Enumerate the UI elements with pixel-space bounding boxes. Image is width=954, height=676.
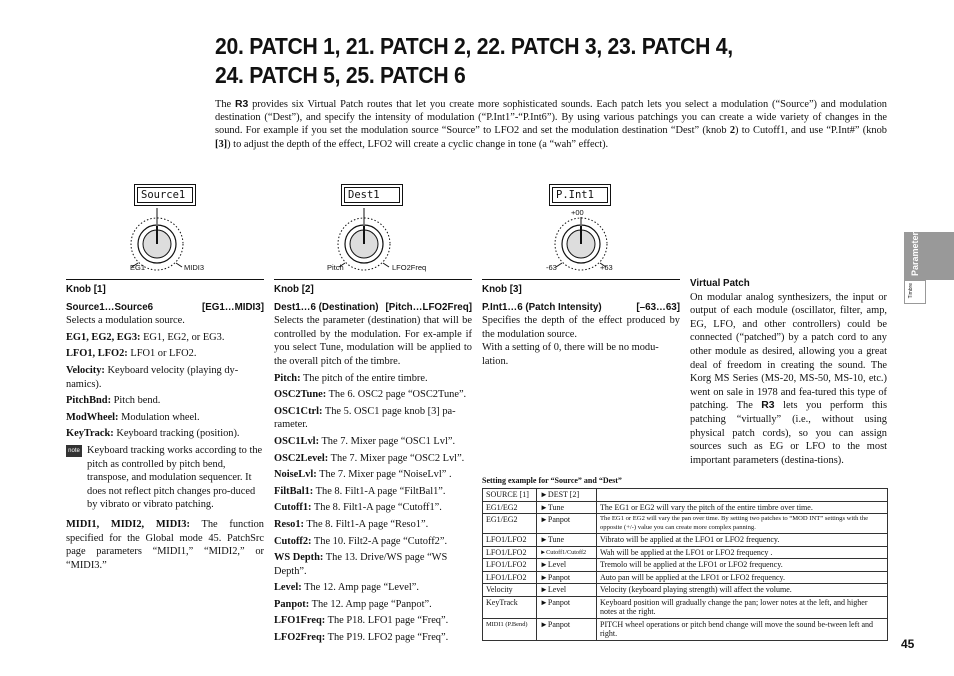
table-header-row: SOURCE [1] ►DEST [2] <box>483 489 888 502</box>
knob-1-min-label: EG1 <box>130 263 146 272</box>
note-block <box>66 444 264 512</box>
knob-2-max-label: LFO2Freq <box>392 263 427 272</box>
parameters-tab: Parameters <box>904 232 954 280</box>
dest-item: WS Depth: The 13. Drive/WS page “WS Depth”. <box>274 552 448 577</box>
table-row: LFO1/LFO2 ►Level Tremolo will be applied at the LFO1 or LFO2 frequency. <box>483 559 888 572</box>
midi-item: MIDI1, MIDI2, MIDI3: The function specified for the Global mode 45. PatchSrc page parameters “MIDI1,” “MIDI2,” or “MIDI3.” <box>66 518 264 571</box>
knob-3-min-label: -63 <box>546 263 557 272</box>
table-row: Velocity ►Level Velocity (keyboard playing strength) will affect the volume. <box>483 584 888 597</box>
page-number: 45 <box>901 637 915 651</box>
dest-item: FiltBal1: The 8. Filt1-A page “FiltBal1”. <box>274 485 446 497</box>
r3-logo: R3 <box>234 99 249 110</box>
dest-item: OSC1Lvl: The 7. Mixer page “OSC1 Lvl”. <box>274 435 456 447</box>
source-desc: Selects a modulation source. <box>66 315 185 327</box>
pint-desc: Specifies the depth of the effect produced by the modulation source. <box>482 315 680 340</box>
source-item: ModWheel: Modulation wheel. <box>66 411 200 423</box>
timbre-tab: Timbre <box>904 280 926 304</box>
knob-3-center-label: +00 <box>571 208 584 217</box>
dest-item: Cutoff2: The 10. Filt2-A page “Cutoff2”. <box>274 535 448 547</box>
knob-2-heading: Knob [2] <box>274 284 314 295</box>
virtual-patch-column <box>690 277 887 467</box>
dest-item: Cutoff1: The 8. Filt1-A page “Cutoff1”. <box>274 502 442 514</box>
pint-desc-2: With a setting of 0, there will be no modu-lation. <box>482 342 659 367</box>
virtual-patch-body: On modular analog synthesizers, the input or output of each module (oscillator, filter, amp, EG, LFO, and other controllers) could be connected (“patched”) by a patch cord to any other module as desired, allowing you a great deal of freedom in creating the sound. The Korg MS Series (MS-20, MS-50, MS-10, etc.) went on sale in 1978 and fea-tured this type of patching. The R3 lets you perform this patching “virtually” (i.e., without using physical patch cords), so you can assign sources such as EG or LFO to the most important parameters (destina-tions). <box>690 291 887 466</box>
dest-desc: Selects the parameter (destination) that will be controlled by the modulation. For ex-ample if you select Tune, modulation will be applied to the overall pitch of the timbre. <box>274 315 472 367</box>
source-item: PitchBnd: Pitch bend. <box>66 395 161 407</box>
dest-item: Reso1: The 8. Filt1-A page “Reso1”. <box>274 518 429 530</box>
setting-example-table <box>482 488 888 641</box>
dest-item: Level: The 12. Amp page “Level”. <box>274 582 419 594</box>
dest-item: OSC1Ctrl: The 5. OSC1 page knob [3] pa-rameter. <box>274 405 456 431</box>
table-row: KeyTrack ►Panpot Keyboard position will gradually change the pan; lower notes at the left, and higher notes at the right. <box>483 596 888 618</box>
knob-2-column <box>274 283 472 648</box>
r3-logo: R3 <box>761 400 775 412</box>
pint-param-row: P.Int1…6 (Patch Intensity) [–63…63] <box>482 301 680 313</box>
source-item: Velocity: Keyboard velocity (playing dy-namics). <box>66 364 239 390</box>
table-row: EG1/EG2 ►Panpot The EG1 or EG2 will vary the pan over time. By setting two patches to “MOD INT” settings with the opposite (+/-) value you can create more complex panning. <box>483 514 888 534</box>
dest-item: Panpot: The 12. Amp page “Panpot”. <box>274 598 432 610</box>
table-row: LFO1/LFO2 ►Panpot Auto pan will be applied at the LFO1 or LFO2 frequency. <box>483 571 888 584</box>
knob-3-column <box>482 283 680 372</box>
dest-item: OSC2Level: The 7. Mixer page “OSC2 Lvl”. <box>274 452 465 464</box>
source-item: KeyTrack: Keyboard tracking (position). <box>66 428 240 440</box>
rule-col3 <box>482 279 680 280</box>
knob-1-column <box>66 283 264 575</box>
source-display: Source1 <box>134 184 196 206</box>
knob-3-max-label: +63 <box>600 263 613 272</box>
virtual-patch-heading: Virtual Patch <box>690 278 750 289</box>
dest-item: LFO1Freq: The P18. LFO1 page “Freq”. <box>274 615 449 627</box>
dest-display: Dest1 <box>341 184 403 206</box>
dest-param-row: Dest1…6 (Destination) [Pitch…LFO2Freq] <box>274 301 472 313</box>
table-row: EG1/EG2 ►Tune The EG1 or EG2 will vary the pitch of the entire timbre over time. <box>483 501 888 514</box>
table-row: LFO1/LFO2 ►Tune Vibrato will be applied at the LFO1 or LFO2 frequency. <box>483 534 888 547</box>
source-param-row: Source1…Source6 [EG1…MIDI3] <box>66 301 264 313</box>
pint-display: P.Int1 <box>549 184 611 206</box>
table-caption: Setting example for “Source” and “Dest” <box>482 476 622 485</box>
dest-item: OSC2Tune: The 6. OSC2 page “OSC2Tune”. <box>274 389 467 401</box>
note-text: Keyboard tracking works according to the pitch as controlled by pitch bend, transpose, and modulation sequencer. It does not reflect pitch changes pro-duced by vibrato or vibrato patching. <box>87 444 263 511</box>
knob-1-max-label: MIDI3 <box>184 263 205 272</box>
rule-col2 <box>274 279 472 280</box>
page-title: 20. PATCH 1, 21. PATCH 2, 22. PATCH 3, 23. PATCH 4, 24. PATCH 5, 25. PATCH 6 <box>215 33 733 88</box>
intro-paragraph: The R3 provides six Virtual Patch routes that let you create more sophisticated sounds. Each patch lets you select a modulation (“Source”) and modulation destination (“Dest”), and specify the intensity of modulation (“P.Int1”-“P.Int6”). By using various patchings you can create a wide variety of changes in the sound. For example if you set the modulation source “Source” to LFO2 and set the modulation destination “Dest” (knob 2) to Cutoff1, and use “P.Int#” (knob [3]) to adjust the depth of the effect, LFO2 will create a cyclic change in tone (a “wah” effect). <box>215 99 887 150</box>
source-item: LFO1, LFO2: LFO1 or LFO2. <box>66 348 197 360</box>
dest-item: NoiseLvl: The 7. Mixer page “NoiseLvl” . <box>274 469 452 481</box>
knob-1-heading: Knob [1] <box>66 284 106 295</box>
knob-3-heading: Knob [3] <box>482 284 522 295</box>
table-row: LFO1/LFO2 ►Cutoff1/Cutoff2 Wah will be applied at the LFO1 or LFO2 frequency . <box>483 546 888 559</box>
rule-col1 <box>66 279 264 280</box>
table-row: MIDI1 (P.Bend) ►Panpot PITCH wheel operations or pitch bend change will move the sound be-tween left and right. <box>483 618 888 640</box>
source-item: EG1, EG2, EG3: EG1, EG2, or EG3. <box>66 331 225 343</box>
note-icon: note <box>66 445 82 457</box>
knob-3-diagram <box>544 204 654 276</box>
knob-2-min-label: Pitch <box>327 263 344 272</box>
dest-item: LFO2Freq: The P19. LFO2 page “Freq”. <box>274 632 449 644</box>
dest-item: Pitch: The pitch of the entire timbre. <box>274 372 428 384</box>
